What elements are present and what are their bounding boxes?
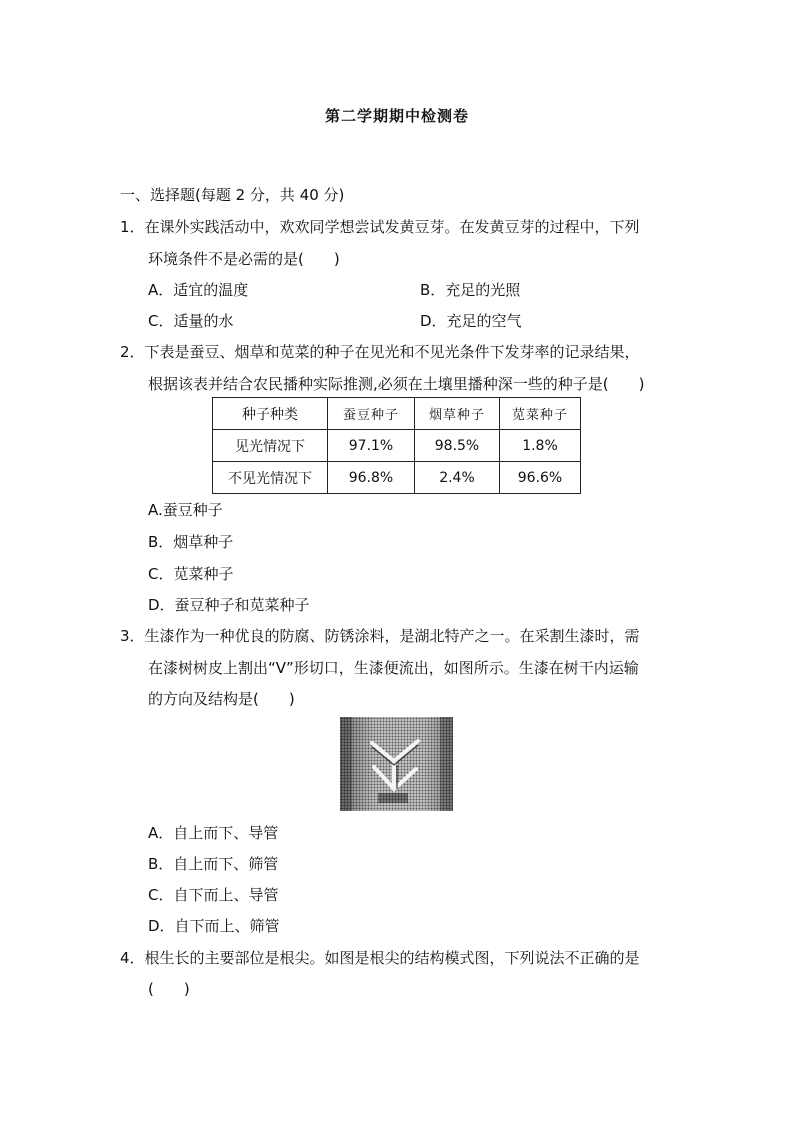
table-cell: 见光情况下: [213, 430, 328, 462]
q3-stem-line1: 3．生漆作为一种优良的防腐、防锈涂料，是湖北特产之一。在采割生漆时，需: [120, 627, 640, 645]
q4-stem-line2: ( ): [148, 980, 190, 998]
q2-stem-line1: 2．下表是蚕豆、烟草和苋菜的种子在见光和不见光条件下发芽率的记录结果，: [120, 343, 640, 361]
table-cell: 97.1%: [328, 430, 415, 462]
q2-option-b: B．烟草种子: [148, 533, 234, 551]
table-row: [213, 430, 581, 462]
q2-option-a: A.蚕豆种子: [148, 501, 223, 519]
table-cell: 96.6%: [500, 462, 581, 494]
q1-option-c: C．适量的水: [148, 312, 234, 330]
table-header-row: [213, 398, 581, 430]
germination-table: [212, 397, 581, 494]
q1-stem-line2: 环境条件不是必需的是( ): [148, 250, 340, 268]
q3-option-b: B．自上而下、筛管: [148, 855, 279, 873]
table-row: [213, 462, 581, 494]
section-heading: 一、选择题(每题 2 分，共 40 分): [120, 186, 345, 204]
q3-stem-line2: 在漆树树皮上割出“V”形切口，生漆便流出，如图所示。生漆在树干内运输: [148, 659, 639, 677]
table-header-cell: 蚕豆种子: [328, 398, 415, 430]
q3-option-a: A．自上而下、导管: [148, 824, 279, 842]
table-cell: 98.5%: [415, 430, 500, 462]
q2-stem-line2: 根据该表并结合农民播种实际推测,必须在土壤里播种深一些的种子是( ): [148, 375, 645, 393]
table-header-cell: 烟草种子: [415, 398, 500, 430]
q2-option-d: D．蚕豆种子和苋菜种子: [148, 596, 310, 614]
table-cell: 1.8%: [500, 430, 581, 462]
table-cell: 96.8%: [328, 462, 415, 494]
page-title: 第二学期期中检测卷: [324, 107, 469, 125]
q1-option-b: B．充足的光照: [420, 281, 521, 299]
q1-option-d: D．充足的空气: [420, 312, 522, 330]
q3-option-d: D．自下而上、筛管: [148, 917, 280, 935]
table-header-cell: 苋菜种子: [500, 398, 581, 430]
q2-option-c: C．苋菜种子: [148, 565, 234, 583]
q1-option-a: A．适宜的温度: [148, 281, 249, 299]
table-header-cell: 种子种类: [213, 398, 328, 430]
q3-option-c: C．自下而上、导管: [148, 886, 279, 904]
table-cell: 不见光情况下: [213, 462, 328, 494]
q4-stem-line1: 4．根生长的主要部位是根尖。如图是根尖的结构模式图，下列说法不正确的是: [120, 949, 640, 967]
q1-stem-line1: 1．在课外实践活动中，欢欢同学想尝试发黄豆芽。在发黄豆芽的过程中，下列: [120, 218, 640, 236]
q3-stem-line3: 的方向及结构是( ): [148, 690, 295, 708]
lacquer-tree-photo: [340, 717, 453, 811]
table-cell: 2.4%: [415, 462, 500, 494]
